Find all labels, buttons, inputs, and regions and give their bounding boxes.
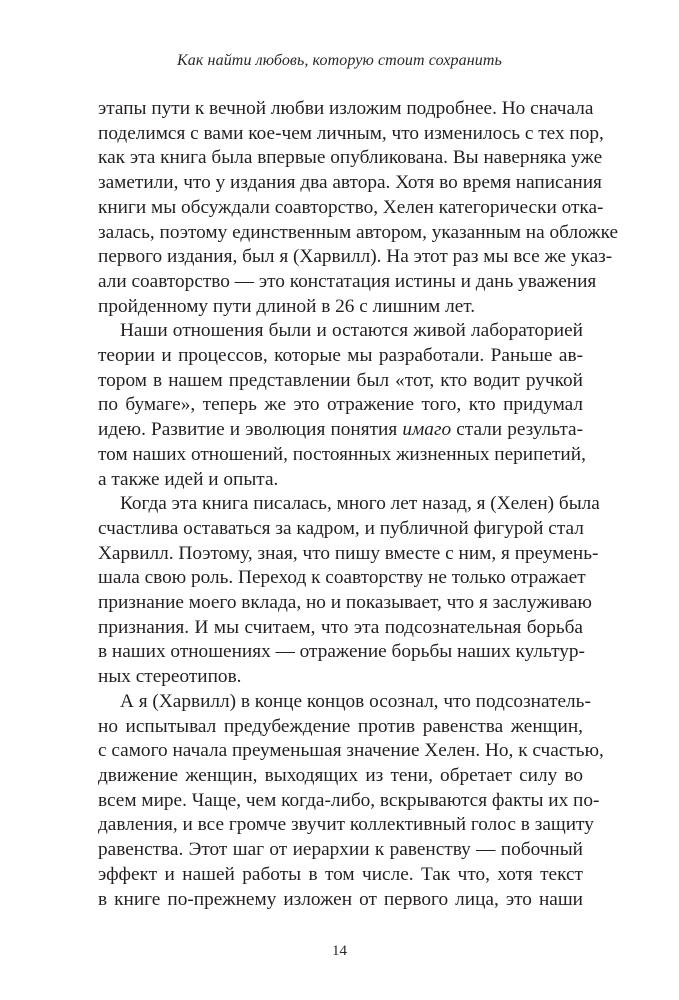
paragraph-4 xyxy=(98,690,604,912)
text-line: али соавторство — это констатация истины и дань уважения xyxy=(98,270,597,292)
text-line: эффект и нашей работы в том числе. Так что, хотя текст xyxy=(98,863,583,885)
text-line: ных стереотипов. xyxy=(98,666,242,688)
text-run: идею. Развитие и эволюция понятия xyxy=(98,419,403,441)
text-line: в наших отношениях — отражение борьбы наших культур- xyxy=(98,641,585,663)
running-header: Как найти любовь, которую стоит сохранить xyxy=(177,52,502,69)
text-line: давления, и все громче звучит коллективный голос в защиту xyxy=(98,814,594,836)
text-line: этапы пути к вечной любви изложим подробнее. Но сначала xyxy=(98,98,594,119)
paragraph-1 xyxy=(98,97,619,319)
text-line: признание моего вклада, но и показывает, что я заслуживаю xyxy=(98,592,592,614)
emphasis-term: имаго xyxy=(402,419,452,441)
text-line: как эта книга была впервые опубликована. Вы наверняка уже xyxy=(98,147,603,169)
text-line: Наши отношения были и остаются живой лабораторией xyxy=(120,320,583,342)
text-line: А я (Харвилл) в конце концов осознал, что подсознатель- xyxy=(120,690,591,712)
text-line: шала свою роль. Переход к соавторству не только отражает xyxy=(98,567,586,589)
text-line: равенства. Этот шаг от иерархии к равенству — побочный xyxy=(98,839,583,861)
text-line: в книге по-прежнему изложен от первого лица, это наши xyxy=(98,888,583,910)
text-line: залась, поэтому единственным автором, указанным на обложке xyxy=(98,221,619,243)
text-line: признания. И мы считаем, что эта подсознательная борьба xyxy=(98,616,583,638)
page-number: 14 xyxy=(332,943,347,959)
text-line: поделимся с вами кое-чем личным, что изменилось с тех пор, xyxy=(98,122,604,144)
text-line: с самого начала преуменьшая значение Хелен. Но, к счастью, xyxy=(98,740,604,762)
text-line: заметили, что у издания два автора. Хотя во время написания xyxy=(98,172,602,194)
text-line: Харвилл. Поэтому, зная, что пишу вместе с ним, я преумень- xyxy=(98,542,599,564)
text-line: теории и процессов, которые мы разработали. Раньше ав- xyxy=(98,345,583,367)
text-line: всем мире. Чаще, чем когда-либо, вскрываются факты их по- xyxy=(98,789,600,811)
text-line: счастлива оставаться за кадром, и публичной фигурой стал xyxy=(98,517,584,539)
body-text xyxy=(98,97,619,912)
text-line: но испытывал предубеждение против равенства женщин, xyxy=(98,715,583,737)
text-line: тором в нашем представлении был «тот, кто водит ручкой xyxy=(98,369,583,391)
text-line: том наших отношений, постоянных жизненных перипетий, xyxy=(98,443,586,465)
text-run: стали результа- xyxy=(451,419,583,441)
text-line: а также идей и опыта. xyxy=(98,468,279,490)
text-line: пройденному пути длиной в 26 с лишним лет. xyxy=(98,295,476,317)
paragraph-3 xyxy=(98,492,600,690)
text-line: по бумаге», теперь же это отражение того, кто придумал xyxy=(98,394,583,416)
text-line: первого издания, был я (Харвилл). На этот раз мы все же указ- xyxy=(98,246,613,268)
text-line: движение женщин, выходящих из тени, обретает силу во xyxy=(98,764,583,786)
text-line xyxy=(98,418,583,443)
paragraph-2 xyxy=(98,319,586,492)
text-line: Когда эта книга писалась, много лет назад, я (Хелен) была xyxy=(120,493,600,515)
text-line: книги мы обсуждали соавторство, Хелен категорически отка- xyxy=(98,196,604,218)
